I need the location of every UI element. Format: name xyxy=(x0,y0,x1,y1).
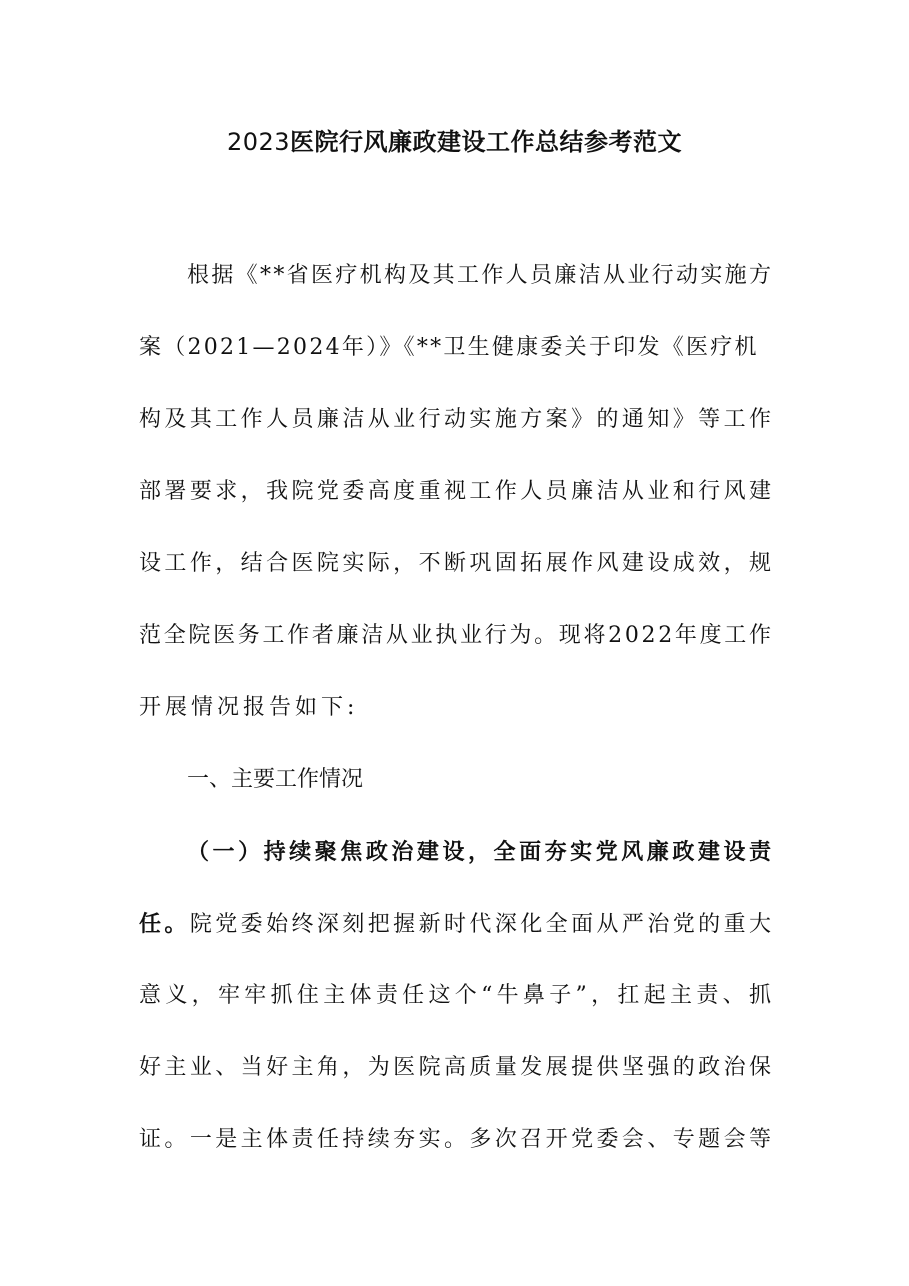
paragraph1-line-7-text: 开展情况报告如下: xyxy=(139,695,359,720)
paragraph1-line-3-text: 构及其工作人员廉洁从业行动实施方案》的通知》等工作 xyxy=(139,407,775,432)
paragraph1-line-2 xyxy=(139,328,771,368)
subsection1-line-5-text: 证。一是主体责任持续夯实。多次召开党委会、专题会等 xyxy=(139,1127,775,1152)
paragraph1-line-7 xyxy=(139,688,771,728)
subsection1-line-2 xyxy=(139,904,775,944)
paragraph1-line-6 xyxy=(139,616,774,656)
title-text: 医院行风廉政建设工作总结参考范文 xyxy=(290,128,683,156)
subsection1-heading-end: 任。 xyxy=(139,911,190,937)
paragraph1-line-4-text: 部署要求，我院党委高度重视工作人员廉洁从业和行风建 xyxy=(139,479,775,504)
subsection1-line-3-text: 意义，牢牢抓住主体责任这个“牛鼻子”，扛起主责、抓 xyxy=(139,983,776,1008)
subsection1-line-2-rest: 院党委始终深刻把握新时代深化全面从严治党的重大 xyxy=(189,912,775,937)
paragraph1-line-1-text: 根据《**省医疗机构及其工作人员廉洁从业行动实施方 xyxy=(187,263,774,288)
subsection1-heading-line1 xyxy=(187,832,775,872)
section1-heading: 一、主要工作情况 xyxy=(187,767,364,792)
paragraph1-line-3 xyxy=(139,400,775,440)
subsection1-line-4 xyxy=(139,1048,775,1088)
paragraph1-line-1 xyxy=(187,256,774,296)
subsection1-line-5 xyxy=(139,1120,775,1160)
paragraph1-line-5 xyxy=(139,544,775,584)
title-year: 2023 xyxy=(226,128,291,156)
subsection1-line-2-text xyxy=(139,904,774,944)
paragraph1-line-6-text: 范全院医务工作者廉洁从业执业行为。现将2022年度工作 xyxy=(139,623,774,648)
document-title xyxy=(0,122,909,162)
subsection1-line-4-text: 好主业、当好主角，为医院高质量发展提供坚强的政治保 xyxy=(139,1055,775,1080)
paragraph1-line-5-text: 设工作，结合医院实际，不断巩固拓展作风建设成效，规 xyxy=(139,551,775,576)
subsection1-heading-text: （一）持续聚焦政治建设，全面夯实党风廉政建设责 xyxy=(187,839,775,865)
paragraph1-line-4 xyxy=(139,472,775,512)
paragraph1-line-2-text: 案（2021—2024年）》《**卫生健康委关于印发《医疗机 xyxy=(139,335,759,360)
subsection1-line-3 xyxy=(139,976,776,1016)
